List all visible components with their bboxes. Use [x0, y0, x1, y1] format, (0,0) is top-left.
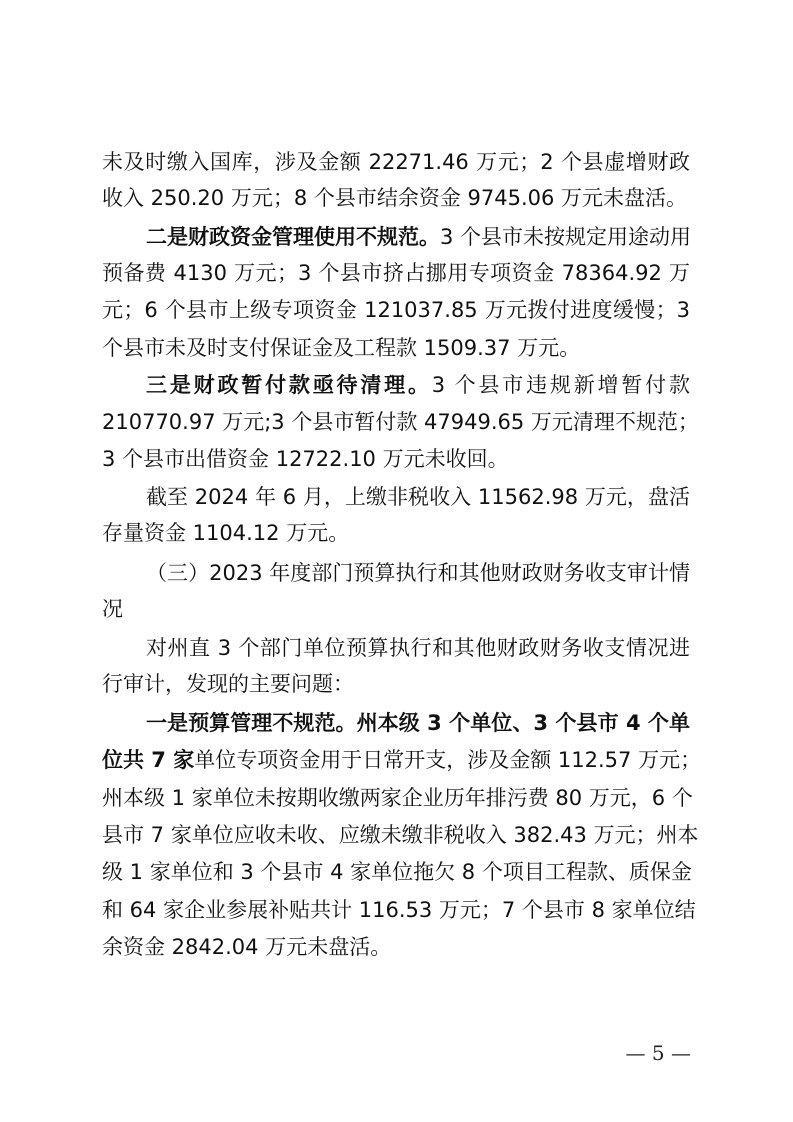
body-line: 余资金 2842.04 万元未盘活。	[102, 935, 392, 959]
body-line: 行审计，发现的主要问题：	[102, 672, 354, 696]
body-text: 3 个县市违规新增暂付款	[431, 373, 690, 397]
body-line: 收入 250.20 万元；8 个县市结余资金 9745.06 万元未盘活。	[102, 186, 688, 210]
body-line: 个县市未及时支付保证金及工程款 1509.37 万元。	[102, 336, 581, 360]
body-line: 对州直 3 个部门单位预算执行和其他财政财务收支情况进	[146, 636, 690, 660]
body-line: 和 64 家企业参展补贴共计 116.53 万元；7 个县市 8 家单位结	[102, 898, 696, 922]
body-text: 3 个县市未按规定用途动用	[440, 225, 692, 249]
section-heading-line	[102, 744, 702, 776]
body-line: 县市 7 家单位应收未收、应缴未缴非税收入 382.43 万元；州本	[102, 823, 699, 847]
section-heading-line	[146, 221, 690, 253]
body-line: 存量资金 1104.12 万元。	[102, 521, 350, 545]
body-line: 元；6 个县市上级专项资金 121037.85 万元拨付进度缓慢；3	[102, 298, 690, 322]
subsection-heading: （三）2023 年度部门预算执行和其他财政财务收支审计情	[146, 561, 690, 585]
section-heading-line: 一是预算管理不规范。州本级 3 个单位、3 个县市 4 个单	[146, 711, 690, 735]
page-number: — 5 —	[625, 1041, 691, 1065]
body-line: 210770.97 万元;3 个县市暂付款 47949.65 万元清理不规范；	[102, 410, 699, 434]
body-text: 单位专项资金用于日常开支，涉及金额 112.57 万元；	[194, 748, 702, 772]
section-heading: 位共 7 家	[102, 748, 195, 772]
section-heading-line	[146, 369, 690, 401]
body-line: 州本级 1 家单位未按期收缴两家企业历年排污费 80 万元，6 个	[102, 786, 693, 810]
body-line: 截至 2024 年 6 月，上缴非税收入 11562.98 万元，盘活	[146, 485, 690, 509]
body-line: 级 1 家单位和 3 个县市 4 家单位拖欠 8 个项目工程款、质保金	[102, 860, 692, 884]
section-heading: 三是财政暂付款亟待清理。	[146, 373, 432, 397]
section-heading: 二是财政资金管理使用不规范。	[146, 225, 440, 249]
subsection-heading-cont: 况	[102, 597, 123, 621]
body-line: 未及时缴入国库，涉及金额 22271.46 万元；2 个县虚增财政	[102, 150, 690, 174]
body-line: 3 个县市出借资金 12722.10 万元未收回。	[102, 447, 509, 471]
body-line: 预备费 4130 万元；3 个县市挤占挪用专项资金 78364.92 万	[102, 261, 690, 285]
